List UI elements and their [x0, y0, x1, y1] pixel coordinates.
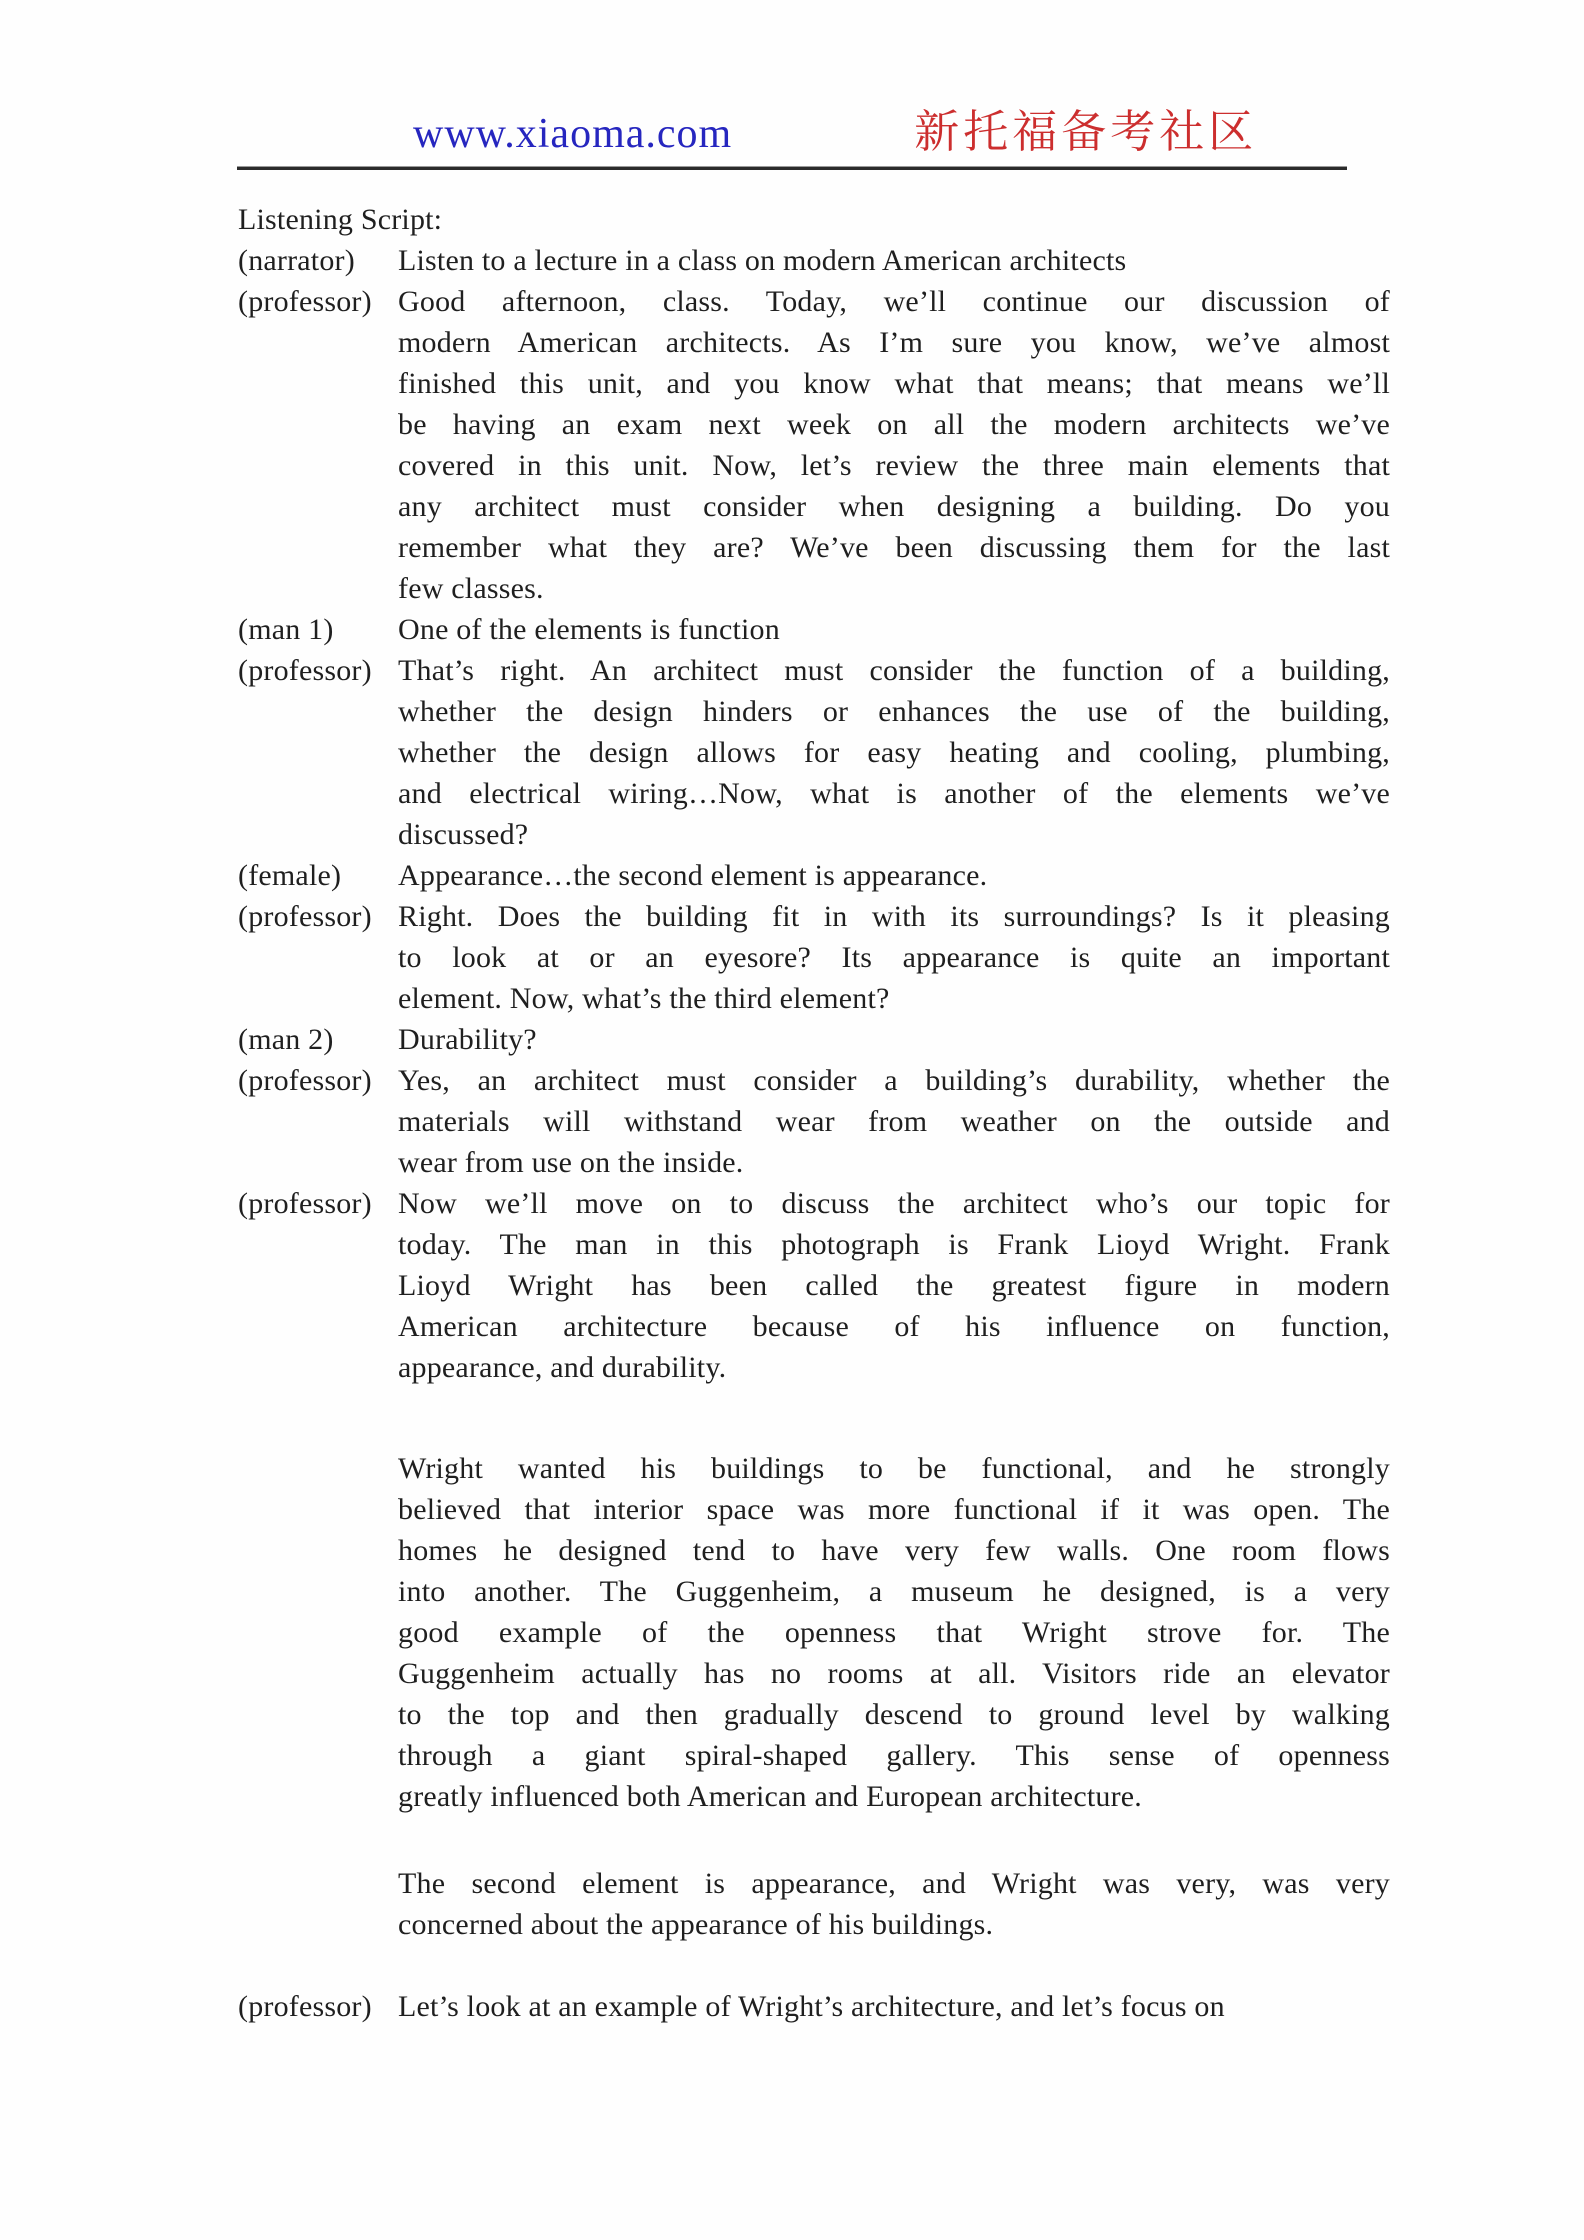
transcript-paragraph: [238, 1448, 1390, 1817]
script-line: finished this unit, and you know what that means; that means we’ll: [398, 367, 1390, 400]
transcript-paragraph: [238, 1060, 1390, 1183]
script-line: modern American architects. As I’m sure you know, we’ve almost: [398, 326, 1390, 359]
header-divider-rule: [237, 166, 1347, 170]
speech-lines: [398, 896, 1390, 1019]
script-line: good example of the openness that Wright strove for. The: [398, 1616, 1390, 1649]
script-line: The second element is appearance, and Wright was very, was very: [398, 1867, 1390, 1900]
speech-lines: [398, 1448, 1390, 1817]
script-line: through a giant spiral-shaped gallery. This sense of openness: [398, 1739, 1390, 1772]
transcript-paragraph: [238, 855, 1390, 896]
transcript-paragraph: [238, 240, 1390, 281]
script-line: wear from use on the inside.: [398, 1146, 744, 1179]
speaker-label: (professor): [238, 900, 372, 933]
script-line: to look at or an eyesore? Its appearance is quite an important: [398, 941, 1390, 974]
speech-lines: [398, 609, 1390, 650]
transcript-paragraph: [238, 896, 1390, 1019]
speaker-label: (professor): [238, 1990, 372, 2023]
script-line: remember what they are? We’ve been discussing them for the last: [398, 531, 1390, 564]
script-line: Good afternoon, class. Today, we’ll continue our discussion of: [398, 285, 1390, 318]
speaker-label: [238, 1448, 398, 1817]
speech-lines: [398, 1986, 1390, 2027]
script-line: appearance, and durability.: [398, 1351, 727, 1384]
script-line: materials will withstand wear from weather on the outside and: [398, 1105, 1390, 1138]
speaker-label: (professor): [238, 1187, 372, 1220]
script-line: Let’s look at an example of Wright’s architecture, and let’s focus on: [398, 1990, 1225, 2023]
speaker-label: (professor): [238, 285, 372, 318]
script-line: Yes, an architect must consider a building’s durability, whether the: [398, 1064, 1390, 1097]
script-line: and electrical wiring…Now, what is another of the elements we’ve: [398, 777, 1390, 810]
script-line: be having an exam next week on all the modern architects we’ve: [398, 408, 1390, 441]
paragraph-gap: [238, 1945, 1390, 1986]
script-line: Guggenheim actually has no rooms at all. Visitors ride an elevator: [398, 1657, 1390, 1690]
speech-lines: [398, 240, 1390, 281]
speaker-label: (narrator): [238, 244, 355, 277]
speech-lines: [398, 650, 1390, 855]
site-name-chinese-text: 新托福备考社区: [914, 107, 1258, 157]
script-line: Lioyd Wright has been called the greatest figure in modern: [398, 1269, 1390, 1302]
speech-lines: [398, 281, 1390, 609]
paragraph-gap: [238, 1817, 1390, 1863]
script-line: today. The man in this photograph is Frank Lioyd Wright. Frank: [398, 1228, 1390, 1261]
script-line: Durability?: [398, 1023, 537, 1056]
speaker-label: (professor): [238, 654, 372, 687]
script-line: believed that interior space was more functional if it was open. The: [398, 1493, 1390, 1526]
script-line: whether the design allows for easy heating and cooling, plumbing,: [398, 736, 1390, 769]
speech-lines: [398, 1060, 1390, 1183]
transcript-paragraph: [238, 650, 1390, 855]
script-line: discussed?: [398, 818, 529, 851]
script-line: Appearance…the second element is appearance.: [398, 859, 988, 892]
script-line: element. Now, what’s the third element?: [398, 982, 890, 1015]
transcript-paragraph: [238, 1986, 1390, 2027]
script-line: One of the elements is function: [398, 613, 780, 646]
transcript: [238, 199, 1390, 2027]
transcript-paragraph: [238, 1019, 1390, 1060]
speech-lines: [398, 1019, 1390, 1060]
script-line: Right. Does the building fit in with its surroundings? Is it pleasing: [398, 900, 1390, 933]
transcript-paragraph: [238, 281, 1390, 609]
speech-lines: [398, 1183, 1390, 1388]
script-line: concerned about the appearance of his buildings.: [398, 1908, 994, 1941]
script-line: homes he designed tend to have very few walls. One room flows: [398, 1534, 1390, 1567]
site-url-text: www.xiaoma.com: [413, 111, 733, 157]
speaker-label: (female): [238, 859, 342, 892]
script-line: American architecture because of his influence on function,: [398, 1310, 1390, 1343]
script-line: covered in this unit. Now, let’s review the three main elements that: [398, 449, 1390, 482]
script-line: That’s right. An architect must consider the function of a building,: [398, 654, 1390, 687]
script-line: any architect must consider when designing a building. Do you: [398, 490, 1390, 523]
script-line: whether the design hinders or enhances the use of the building,: [398, 695, 1390, 728]
script-line: into another. The Guggenheim, a museum he designed, is a very: [398, 1575, 1390, 1608]
script-line: to the top and then gradually descend to ground level by walking: [398, 1698, 1390, 1731]
speech-lines: [398, 1863, 1390, 1945]
script-line: Wright wanted his buildings to be functional, and he strongly: [398, 1452, 1390, 1485]
speaker-label: (man 1): [238, 613, 334, 646]
paragraph-gap: [238, 1388, 1390, 1448]
script-heading: Listening Script:: [238, 203, 443, 236]
speaker-label: (professor): [238, 1064, 372, 1097]
script-line: few classes.: [398, 572, 544, 605]
script-line: greatly influenced both American and European architecture.: [398, 1780, 1142, 1813]
transcript-paragraph: [238, 609, 1390, 650]
page-header: [237, 108, 1347, 158]
speaker-label: (man 2): [238, 1023, 334, 1056]
speech-lines: [398, 855, 1390, 896]
transcript-paragraph: [238, 1183, 1390, 1388]
speaker-label: [238, 1863, 398, 1945]
transcript-paragraph: [238, 1863, 1390, 1945]
script-line: Listen to a lecture in a class on modern American architects: [398, 244, 1127, 277]
script-line: Now we’ll move on to discuss the architect who’s our topic for: [398, 1187, 1390, 1220]
